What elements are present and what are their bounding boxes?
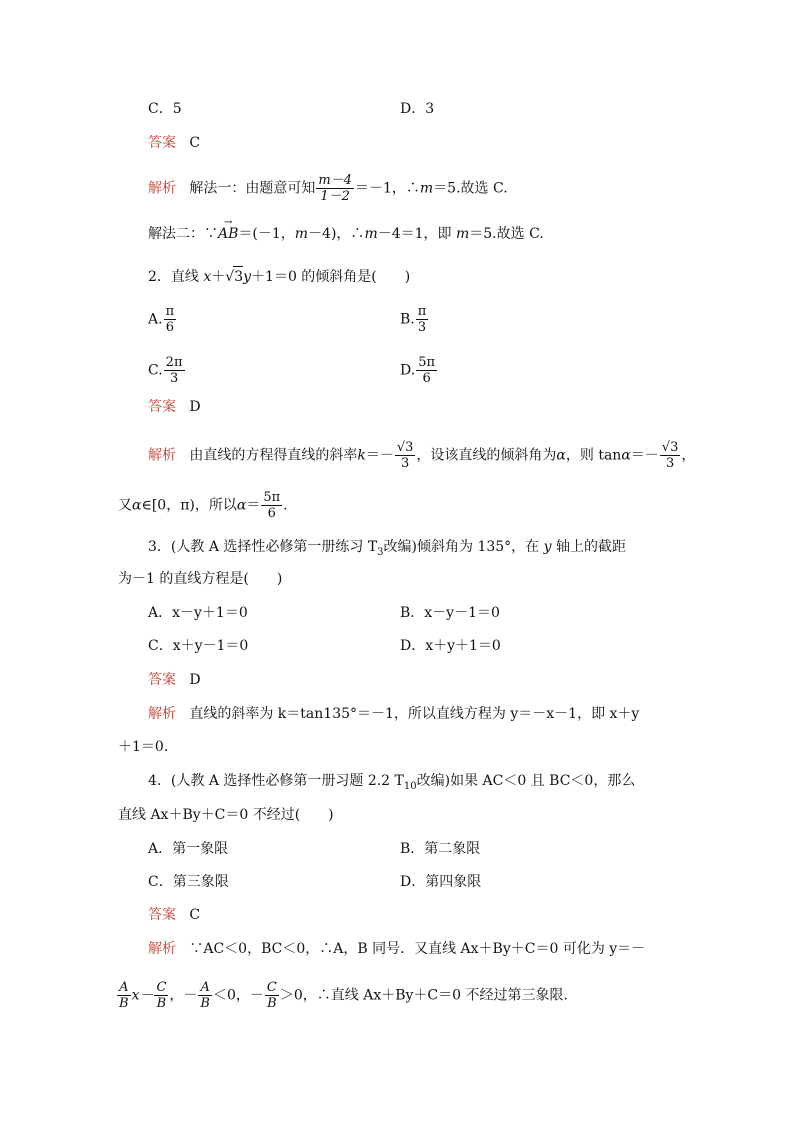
sqrt-radicand: 3 xyxy=(233,266,243,287)
frac-num: C xyxy=(156,980,167,995)
sqrt3-over-3 xyxy=(660,440,681,471)
frac-num: √3 xyxy=(661,440,679,455)
var-k: k xyxy=(357,447,366,464)
q3-answer xyxy=(148,670,201,690)
q2-option-d xyxy=(400,355,438,386)
option-label: D. xyxy=(400,362,416,379)
q3-stem-line2: 为－1 的直线方程是( ) xyxy=(118,571,283,587)
option-label: B. xyxy=(400,311,415,328)
frac-num: π xyxy=(165,304,175,319)
var-alpha: α xyxy=(556,447,566,464)
q2-line2-prefix: 又 xyxy=(118,497,132,514)
option-fraction xyxy=(416,355,437,386)
q2-stem xyxy=(148,266,410,287)
period: . xyxy=(283,497,288,514)
fraction-c-over-b xyxy=(265,980,279,1011)
analysis-label: 解析 xyxy=(148,180,176,197)
frac-den: 6 xyxy=(165,320,174,335)
q2-analysis-line1 xyxy=(148,440,695,471)
q2-option-c xyxy=(148,355,186,386)
var-y: y xyxy=(243,269,252,285)
q3-analysis-line2: ＋1＝0. xyxy=(118,739,169,755)
sqrt-sign: √ xyxy=(225,269,235,285)
frac-num: A xyxy=(198,980,212,996)
q2-analysis-line2 xyxy=(118,490,288,521)
q2-ana-text: 由直线的方程得直线的斜率 xyxy=(189,447,358,464)
frac-den: B xyxy=(200,996,210,1011)
q3-stem-mid: 改编)倾斜角为 135°，在 xyxy=(383,539,544,555)
frac-den: 6 xyxy=(267,506,276,521)
answer-value: C xyxy=(189,907,201,923)
frac-den: B xyxy=(267,996,277,1011)
equals: ＝ xyxy=(246,497,261,514)
q1-option-c: C．5 xyxy=(148,101,182,117)
var-y: y xyxy=(543,539,552,555)
vector-ab: → AB xyxy=(218,224,238,244)
answer-label: 答案 xyxy=(148,135,176,151)
q1-sol2-mid3: －4＝1，即 xyxy=(377,226,456,242)
q2-line2-mid: ∈[0，π)，所以 xyxy=(141,497,237,514)
frac-den: 3 xyxy=(400,456,410,471)
answer-label: 答案 xyxy=(148,907,176,923)
five-pi-over-six xyxy=(261,490,282,521)
q3-stem-line1 xyxy=(148,537,626,563)
option-fraction xyxy=(164,355,185,386)
var-alpha: α xyxy=(236,497,247,514)
q4-analysis-line1 xyxy=(148,939,645,959)
var-x: x－ xyxy=(131,987,154,1004)
q4-option-a: A．第一象限 xyxy=(148,841,229,857)
var-alpha: α xyxy=(132,497,142,514)
frac-den: B xyxy=(119,996,129,1011)
q1-sol1-var: m xyxy=(419,180,434,197)
q2-stem-suffix: ＋1＝0 的倾斜角是( ) xyxy=(251,269,411,285)
q4-answer xyxy=(148,905,200,925)
answer-label: 答案 xyxy=(148,399,176,415)
q2-ana-mid2: ，则 tan xyxy=(565,447,622,464)
analysis-label: 解析 xyxy=(148,447,176,464)
q1-option-d: D．3 xyxy=(400,101,435,117)
var-m: m xyxy=(455,226,470,242)
q4-stem-line2: 直线 Ax＋By＋C＝0 不经过( ) xyxy=(118,807,334,823)
answer-value: D xyxy=(189,399,201,415)
q2-option-b xyxy=(400,304,429,335)
var-x: x xyxy=(203,269,212,285)
option-label: C. xyxy=(148,362,163,379)
fraction-a-over-b xyxy=(198,980,212,1011)
q1-sol1-end: ＝5.故选 C. xyxy=(433,180,508,197)
q1-sol2-mid: ＝(－1， xyxy=(238,226,295,242)
q1-sol2-end: ＝5.故选 C. xyxy=(469,226,544,242)
q4-option-c: C．第三象限 xyxy=(148,874,229,890)
q1-sol1-fraction xyxy=(316,173,354,204)
frac-num: π xyxy=(417,304,427,319)
frac-den: 6 xyxy=(422,371,431,386)
q1-sol2-text: 解法二：∵ xyxy=(148,226,218,242)
frac-num: 5π xyxy=(418,355,436,370)
option-fraction xyxy=(416,304,429,335)
var-alpha: α xyxy=(621,447,631,464)
q1-sol1-mid: ＝－1，∴ xyxy=(354,180,420,197)
q2-answer xyxy=(148,397,201,417)
q4-stem-prefix: 4．(人教 A 选择性必修第一册习题 2.2 T xyxy=(148,773,404,789)
frac-num: A xyxy=(117,980,131,996)
equals-minus: ＝－ xyxy=(365,447,394,464)
comma: ， xyxy=(681,447,696,464)
q4-stem-line1 xyxy=(148,771,635,797)
equals-minus: ＝－ xyxy=(630,447,659,464)
frac-num: 2π xyxy=(165,355,183,370)
var-m: m xyxy=(294,226,309,242)
option-label: A. xyxy=(148,311,163,328)
q3-option-b: B．x－y－1＝0 xyxy=(400,605,500,621)
q4-l2-mid1: ，－ xyxy=(169,987,198,1004)
q1-analysis-line1 xyxy=(148,173,508,204)
frac-den: 3 xyxy=(417,320,427,335)
q2-option-a xyxy=(148,304,177,335)
q4-option-b: B．第二象限 xyxy=(400,841,481,857)
frac-den: 1－2 xyxy=(320,189,350,204)
q2-ana-mid: ，设该直线的倾斜角为 xyxy=(416,447,557,464)
sqrt3-over-3 xyxy=(395,440,416,471)
frac-num: 5π xyxy=(263,490,281,505)
q3-stem-end: 轴上的截距 xyxy=(551,539,627,555)
frac-den: 3 xyxy=(169,371,179,386)
answer-label: 答案 xyxy=(148,672,176,688)
fraction-a-over-b xyxy=(117,980,131,1011)
answer-value: C xyxy=(189,135,201,151)
q3-option-c: C．x＋y－1＝0 xyxy=(148,638,249,654)
subscript: 10 xyxy=(403,780,417,792)
analysis-label: 解析 xyxy=(148,941,176,957)
q3-option-d: D．x＋y＋1＝0 xyxy=(400,638,501,654)
q3-analysis-line1 xyxy=(148,704,639,724)
q4-ana-text: ∵AC＜0，BC＜0，∴A，B 同号．又直线 Ax＋By＋C＝0 可化为 y＝－ xyxy=(189,941,646,957)
q2-stem-prefix: 2．直线 xyxy=(148,269,204,285)
q1-analysis-line2 xyxy=(148,224,544,244)
q3-ana-text: 直线的斜率为 k＝tan135°＝－1，所以直线方程为 y＝－x－1，即 x＋y xyxy=(189,706,640,722)
q4-stem-end: 改编)如果 AC＜0 且 BC＜0，那么 xyxy=(416,773,636,789)
subscript: 3 xyxy=(377,546,384,558)
q4-l2-end: ＞0，∴直线 Ax＋By＋C＝0 不经过第三象限. xyxy=(279,987,568,1004)
var-m: m xyxy=(364,226,378,242)
q3-stem-prefix: 3．(人教 A 选择性必修第一册练习 T xyxy=(148,539,378,555)
frac-den: 3 xyxy=(665,456,675,471)
q4-analysis-line2 xyxy=(116,980,568,1011)
q4-option-d: D．第四象限 xyxy=(400,874,482,890)
fraction-c-over-b xyxy=(154,980,168,1011)
q1-answer xyxy=(148,133,200,153)
analysis-label: 解析 xyxy=(148,706,176,722)
q1-sol1-text: 解法一：由题意可知 xyxy=(189,180,316,197)
frac-num: C xyxy=(266,980,277,995)
frac-num: √3 xyxy=(396,440,414,455)
answer-value: D xyxy=(189,672,201,688)
option-fraction xyxy=(164,304,177,335)
q1-sol2-mid2: －4)，∴ xyxy=(308,226,365,242)
frac-den: B xyxy=(156,996,167,1011)
q3-option-a: A．x－y＋1＝0 xyxy=(148,605,248,621)
frac-num: m－4 xyxy=(318,173,352,188)
q4-l2-mid2: ＜0，－ xyxy=(212,987,264,1004)
plus: ＋ xyxy=(211,269,226,285)
